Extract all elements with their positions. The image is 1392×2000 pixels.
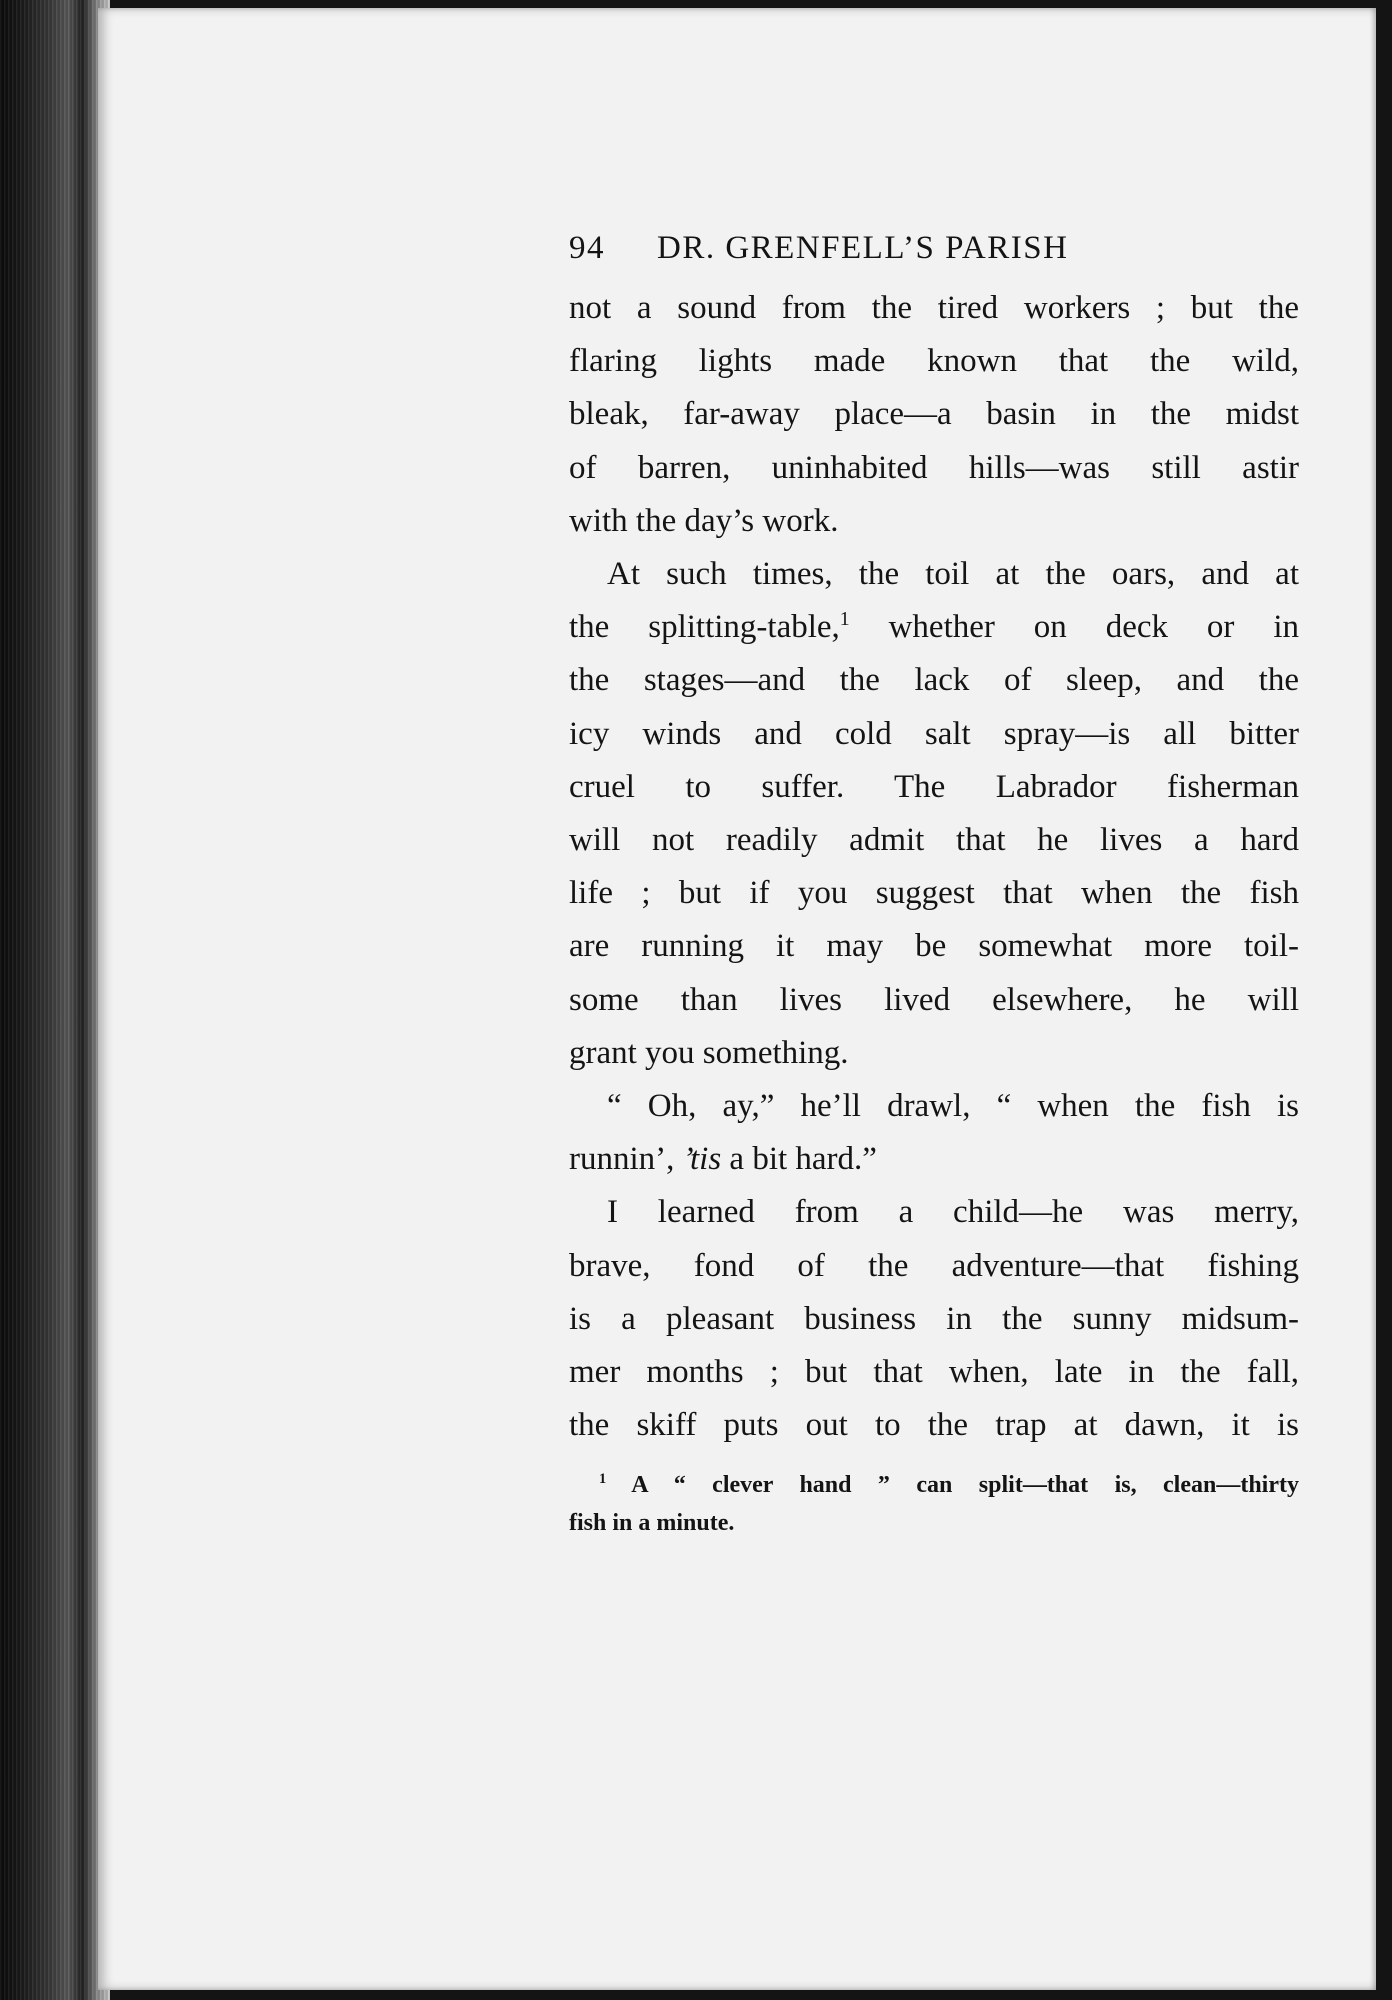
page-number: 94	[569, 230, 605, 266]
footnote-reference: 1	[839, 608, 850, 631]
text-line: grant you something.	[569, 1034, 849, 1071]
italic-text: ’tis	[682, 1141, 722, 1178]
book-edge	[0, 0, 110, 2000]
footnote-marker: 1	[599, 1471, 607, 1488]
text-line: of barren, uninhabited hills—was still astir	[569, 449, 1299, 486]
paragraph	[569, 1080, 1299, 1186]
text-segment: A “ clever hand ” can split—that is, clean—thirty	[606, 1472, 1299, 1499]
text-line	[569, 601, 1299, 654]
text-line: flaring lights made known that the wild,	[569, 343, 1299, 380]
body-text	[569, 282, 1299, 1452]
text-line: mer months ; but that when, late in the fall,	[569, 1354, 1299, 1391]
text-line: with the day’s work.	[569, 502, 839, 539]
text-block	[569, 230, 1299, 1542]
text-line: I learned from a child—he was merry,	[607, 1194, 1299, 1231]
text-line: icy winds and cold salt spray—is all bitter	[569, 715, 1299, 752]
running-title: DR. GRENFELL’S PARISH	[657, 230, 1069, 266]
footnote-line	[569, 1466, 1299, 1504]
text-line: cruel to suffer. The Labrador fisherman	[569, 768, 1299, 805]
running-head	[569, 230, 1299, 280]
text-segment: the splitting-table,	[569, 609, 840, 646]
paragraph	[569, 282, 1299, 548]
text-line: At such times, the toil at the oars, and at	[607, 556, 1299, 593]
text-line: will not readily admit that he lives a hard	[569, 822, 1299, 859]
footnote	[569, 1466, 1299, 1542]
text-line: bleak, far-away place—a basin in the midst	[569, 396, 1299, 433]
paragraph	[569, 1186, 1299, 1452]
text-line: are running it may be somewhat more toil-	[569, 928, 1299, 965]
text-line: is a pleasant business in the sunny midsum-	[569, 1300, 1299, 1337]
footnote-line: fish in a minute.	[569, 1510, 735, 1537]
text-line: the stages—and the lack of sleep, and the	[569, 662, 1299, 699]
text-line	[569, 1133, 1299, 1186]
text-segment: a bit hard.”	[721, 1141, 877, 1178]
text-line: some than lives lived elsewhere, he will	[569, 981, 1299, 1018]
book-page	[98, 8, 1376, 1990]
text-line: the skiff puts out to the trap at dawn, it is	[569, 1407, 1299, 1444]
text-line: “ Oh, ay,” he’ll drawl, “ when the fish is	[607, 1088, 1299, 1125]
paragraph	[569, 548, 1299, 1080]
text-segment: runnin’,	[569, 1141, 683, 1178]
text-segment: whether on deck or in	[849, 609, 1299, 646]
text-line: life ; but if you suggest that when the fish	[569, 875, 1299, 912]
text-line: brave, fond of the adventure—that fishing	[569, 1247, 1299, 1284]
text-line: not a sound from the tired workers ; but the	[569, 290, 1299, 326]
